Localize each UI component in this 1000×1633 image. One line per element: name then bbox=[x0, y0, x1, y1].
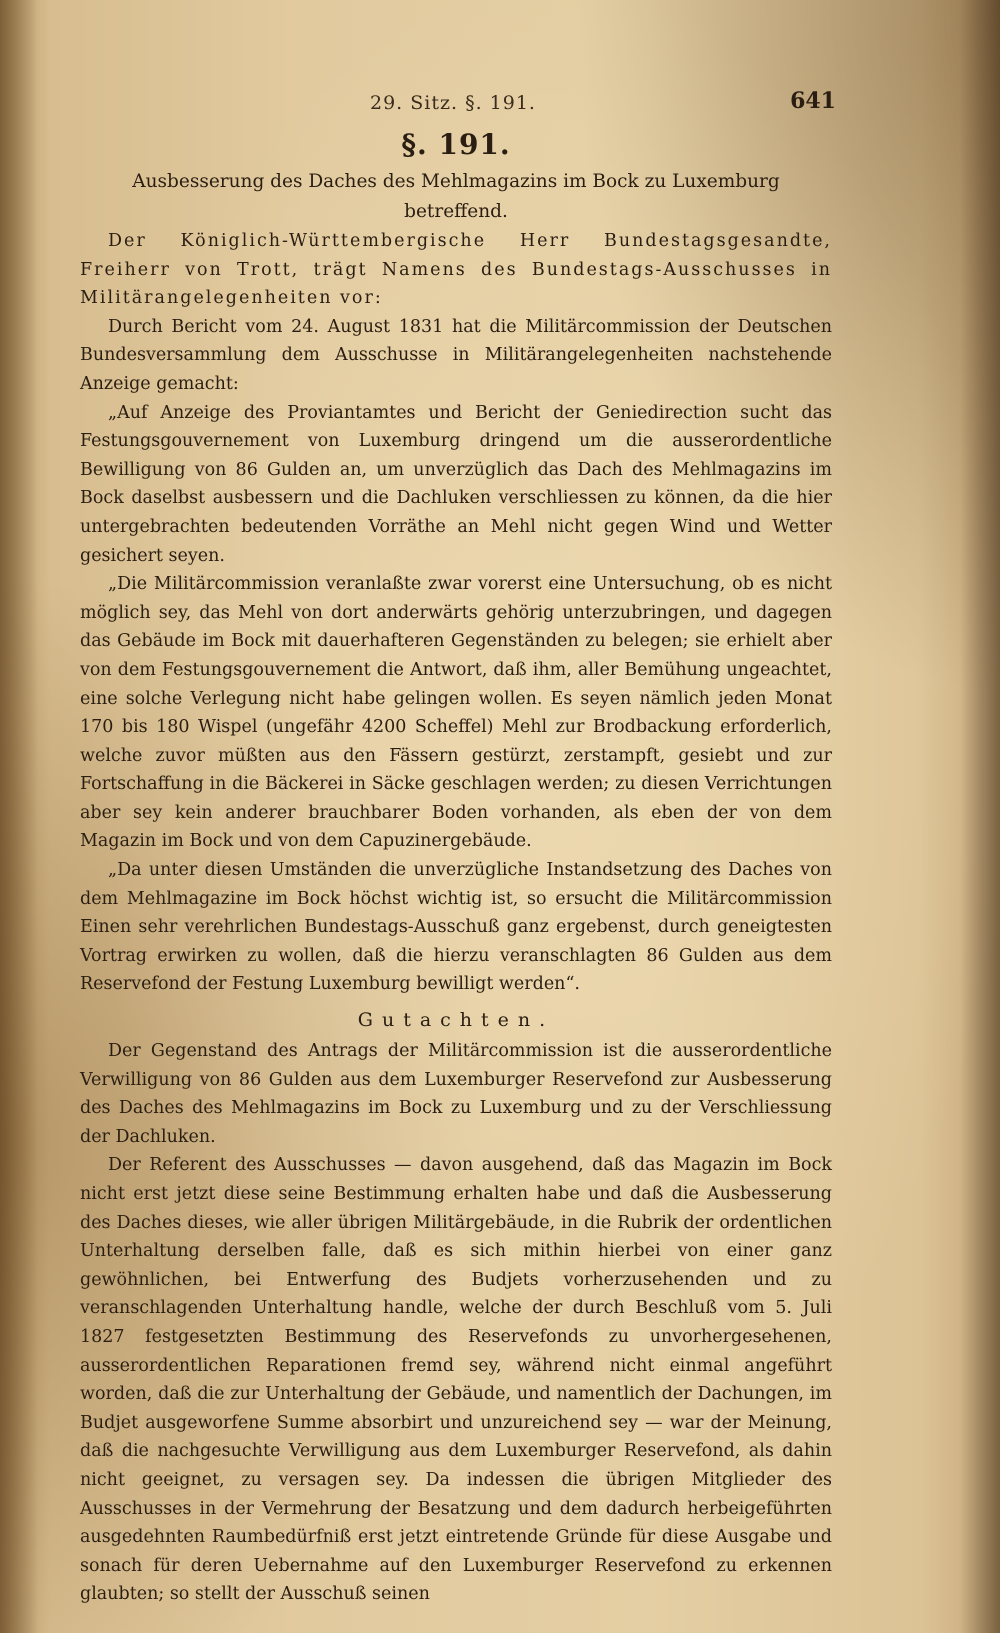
paragraph-quote-2: „Die Militärcommission veranlaßte zwar vorerst eine Untersuchung, ob es nicht möglich sey, das Mehl von dort anderwärts gehörig unterzubringen, und dagegen das Gebäude im Bock mit dauerhafteren Gegenständen zu belegen; sie erhielt aber von dem Festungsgouvernement die Antwort, daß ihm, aller Bemühung ungeachtet, eine solche Verlegung nicht habe gelingen wollen. Es seyen nämlich jeden Monat 170 bis 180 Wispel (ungefähr 4200 Scheffel) Mehl zur Brodbackung erforderlich, welche zuvor müßten aus den Fässern gestürzt, zerstampft, gesiebt und zur Fortschaffung in die Bäckerei in Säcke geschlagen werden; zu diesen Verrichtungen aber sey kein anderer brauchbarer Boden vorhanden, als eben der von dem Magazin im Bock und von dem Capuzinergebäude. bbox=[80, 574, 832, 852]
running-header-reference: 29. Sitz. §. 191. bbox=[370, 92, 536, 114]
section-subject: Ausbesserung des Daches des Mehlmagazins im Bock zu Luxemburg betreffend. bbox=[132, 171, 780, 222]
paragraph-quote-1: „Auf Anzeige des Proviantamtes und Bericht der Geniedirection sucht das Festungsgouvernement von Luxemburg dringend um die ausserordentliche Bewilligung von 86 Gulden an, um unverzüglich das Dach des Mehlmagazins im Bock daselbst ausbessern und die Dachluken verschliessen zu können, da die hier untergebrachten bedeutenden Vorräthe an Mehl nicht gegen Wind und Wetter gesichert seyen. bbox=[80, 402, 832, 566]
paragraph-report: Durch Bericht vom 24. August 1831 hat die Militärcommission der Deutschen Bundesversammlung dem Ausschusse in Militärangelegenheiten nachstehende Anzeige gemacht: bbox=[80, 316, 832, 394]
paragraph-quote-3: „Da unter diesen Umständen die unverzügliche Instandsetzung des Daches von dem Mehlmagazine im Bock höchst wichtig ist, so ersucht die Militärcommission Einen sehr verehrlichen Bundestags-Ausschuß ganz ergebenst, durch geneigtesten Vortrag erwirken zu wollen, daß die hierzu veranschlagten 86 Gulden aus dem Reservefond der Festung Luxemburg bewilligt werden“. bbox=[80, 860, 832, 995]
paragraph-intro: Der Königlich-Württembergische Herr Bundestagsgesandte, Freiherr von Trott, trägt Namens des Bundestags-Ausschusses in Militärangelegenheiten vor: bbox=[80, 231, 832, 309]
page-content bbox=[80, 88, 836, 1609]
page-gutter-shadow bbox=[0, 0, 38, 1633]
paragraph-gutachten-2: Der Referent des Ausschusses — davon ausgehend, daß das Magazin im Bock nicht erst jetzt diese seine Bestimmung erhalten habe und daß die Ausbesserung des Daches dieses, wie aller übrigen Militärgebäude, in die Rubrik der ordentlichen Unterhaltung derselben falle, daß es sich mithin hierbei von einer ganz gewöhnlichen, bei Entwerfung des Budjets vorherzusehenden und zu veranschlagenden Unterhaltung handle, welche der durch Beschluß vom 5. Juli 1827 festgesetzten Bestimmung des Reservefonds zu unvorhergesehenen, ausserordentlichen Reparationen fremd sey, während nicht einmal angeführt worden, daß die zur Unterhaltung der Gebäude, und namentlich der Dachungen, im Budjet ausgeworfene Summe absorbirt und unzureichend sey — war der Meinung, daß die nachgesuchte Verwilligung aus dem Luxemburger Reservefond, als dahin nicht geeignet, zu versagen sey. Da indessen die übrigen Mitglieder des Ausschusses in der Vermehrung der Besatzung und dem dadurch herbeigeführten ausgedehnten Raumbedürfniß erst jetzt eintretende Gründe für diese Ausgabe und sonach für deren Uebernahme auf den Luxemburger Reservefond zu erkennen glaubten; so stellt der Ausschuß seinen bbox=[80, 1155, 832, 1605]
page-edge-shadow bbox=[960, 0, 1000, 1633]
page-number: 641 bbox=[790, 88, 836, 114]
gutachten-heading: Gutachten. bbox=[357, 1009, 555, 1032]
paragraph-gutachten-1: Der Gegenstand des Antrags der Militärcommission ist die ausserordentliche Verwilligung von 86 Gulden aus dem Luxemburger Reservefond zur Ausbesserung des Daches des Mehlmagazins im Bock zu Luxemburg und zu der Verschliessung der Dachluken. bbox=[80, 1041, 832, 1147]
section-title: §. 191. bbox=[401, 128, 511, 161]
running-header bbox=[80, 88, 836, 122]
